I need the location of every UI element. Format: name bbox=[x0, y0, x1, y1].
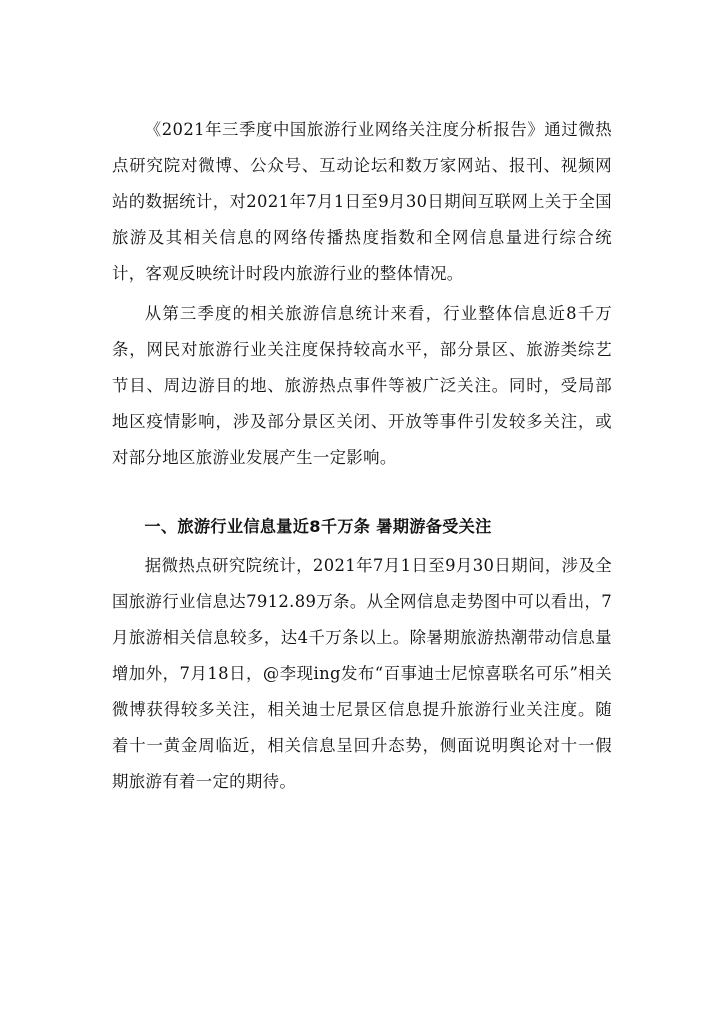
summary-paragraph: 从第三季度的相关旅游信息统计来看，行业整体信息近8千万条，网民对旅游行业关注度保持较高水平，部分景区、旅游类综艺节目、周边游目的地、旅游热点事件等被广泛关注。同时，受局部地区疫情影响，涉及部分景区关闭、开放等事件引发较多关注，或对部分地区旅游业发展产生一定影响。 bbox=[112, 304, 612, 467]
intro-paragraph: 《2021年三季度中国旅游行业网络关注度分析报告》通过微热点研究院对微博、公众号、互动论坛和数万家网站、报刊、视频网站的数据统计，对2021年7月1日至9月30日期间互联网上关于全国旅游及其相关信息的网络传播热度指数和全网信息量进行综合统计，客观反映统计时段内旅游行业的整体情况。 bbox=[112, 120, 612, 283]
document-body bbox=[112, 112, 612, 800]
section-heading: 一、旅游行业信息量近8千万条 暑期游备受关注 bbox=[144, 517, 492, 536]
statistics-paragraph: 据微热点研究院统计，2021年7月1日至9月30日期间，涉及全国旅游行业信息达7912.89万条。从全网信息走势图中可以看出，7月旅游相关信息较多，达4千万条以上。除暑期旅游热潮带动信息量增加外，7月18日，@李现ing发布“百事迪士尼惊喜联名可乐”相关微博获得较多关注，相关迪士尼景区信息提升旅游行业关注度。随着十一黄金周临近，相关信息呈回升态势，侧面说明舆论对十一假期旅游有着一定的期待。 bbox=[112, 556, 612, 791]
